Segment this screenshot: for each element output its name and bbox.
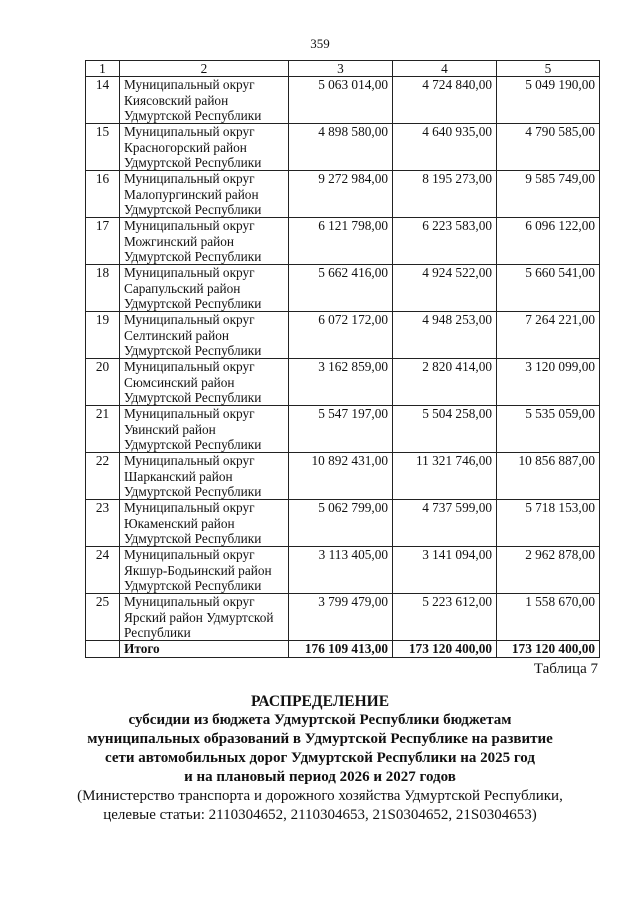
amount-2026: 5 223 612,00 <box>393 594 497 641</box>
column-header: 5 <box>497 61 600 77</box>
title-note-line: целевые статьи: 2110304652, 2110304653, 21S0304652, 21S0304653) <box>103 807 537 823</box>
amount-2025: 10 892 431,00 <box>289 453 393 500</box>
municipality-name: Муниципальный округ Ярский район Удмуртской Республики <box>120 594 289 641</box>
municipality-name: Муниципальный округ Увинский район Удмуртской Республики <box>120 406 289 453</box>
municipality-name: Муниципальный округ Шарканский район Удмуртской Республики <box>120 453 289 500</box>
table-row <box>86 77 600 124</box>
amount-2027: 3 120 099,00 <box>497 359 600 406</box>
row-number: 23 <box>86 500 120 547</box>
row-number: 22 <box>86 453 120 500</box>
amount-2027: 5 718 153,00 <box>497 500 600 547</box>
amount-2026: 4 640 935,00 <box>393 124 497 171</box>
row-number: 21 <box>86 406 120 453</box>
amount-2027: 5 660 541,00 <box>497 265 600 312</box>
title-block <box>40 692 600 825</box>
amount-2025: 3 799 479,00 <box>289 594 393 641</box>
row-number: 25 <box>86 594 120 641</box>
row-number: 17 <box>86 218 120 265</box>
page-number: 359 <box>310 36 330 51</box>
amount-2025: 3 162 859,00 <box>289 359 393 406</box>
municipality-name: Муниципальный округ Якшур-Бодьинский район Удмуртской Республики <box>120 547 289 594</box>
amount-2026: 2 820 414,00 <box>393 359 497 406</box>
column-number-header-row <box>86 61 600 77</box>
amount-2026: 5 504 258,00 <box>393 406 497 453</box>
amount-2027: 6 096 122,00 <box>497 218 600 265</box>
table-label: Таблица 7 <box>533 661 598 677</box>
subsidy-table <box>85 60 600 658</box>
table-row <box>86 594 600 641</box>
amount-2027: 5 535 059,00 <box>497 406 600 453</box>
total-row <box>86 641 600 658</box>
row-number: 15 <box>86 124 120 171</box>
amount-2027: 10 856 887,00 <box>497 453 600 500</box>
table-row <box>86 406 600 453</box>
table-row <box>86 453 600 500</box>
amount-2027: 2 962 878,00 <box>497 547 600 594</box>
column-header: 4 <box>393 61 497 77</box>
row-number: 18 <box>86 265 120 312</box>
amount-2026: 4 737 599,00 <box>393 500 497 547</box>
municipality-name: Муниципальный округ Сарапульский район Удмуртской Республики <box>120 265 289 312</box>
municipality-name: Муниципальный округ Селтинский район Удмуртской Республики <box>120 312 289 359</box>
table-row <box>86 218 600 265</box>
row-number: 24 <box>86 547 120 594</box>
title-sub-line: субсидии из бюджета Удмуртской Республики бюджетам <box>128 712 512 728</box>
amount-2027: 4 790 585,00 <box>497 124 600 171</box>
municipality-name: Муниципальный округ Малопургинский район Удмуртской Республики <box>120 171 289 218</box>
amount-2027: 7 264 221,00 <box>497 312 600 359</box>
amount-2027: 1 558 670,00 <box>497 594 600 641</box>
amount-2026: 3 141 094,00 <box>393 547 497 594</box>
amount-2026: 11 321 746,00 <box>393 453 497 500</box>
municipality-name: Муниципальный округ Сюмсинский район Удмуртской Республики <box>120 359 289 406</box>
municipality-name: Муниципальный округ Юкаменский район Удмуртской Республики <box>120 500 289 547</box>
amount-2025: 6 121 798,00 <box>289 218 393 265</box>
amount-2025: 5 063 014,00 <box>289 77 393 124</box>
amount-2026: 6 223 583,00 <box>393 218 497 265</box>
total-label: Итого <box>120 641 289 658</box>
column-header: 3 <box>289 61 393 77</box>
title-main: РАСПРЕДЕЛЕНИЕ <box>250 693 390 710</box>
table-row <box>86 124 600 171</box>
title-note-line: (Министерство транспорта и дорожного хозяйства Удмуртской Республики, <box>77 788 563 804</box>
amount-2026: 4 948 253,00 <box>393 312 497 359</box>
amount-2025: 9 272 984,00 <box>289 171 393 218</box>
amount-2027: 9 585 749,00 <box>497 171 600 218</box>
column-header: 2 <box>120 61 289 77</box>
table-row <box>86 359 600 406</box>
total-2027: 173 120 400,00 <box>497 641 600 658</box>
table-row <box>86 312 600 359</box>
amount-2025: 6 072 172,00 <box>289 312 393 359</box>
row-number: 14 <box>86 77 120 124</box>
total-empty-cell <box>86 641 120 658</box>
table-row <box>86 171 600 218</box>
title-sub-line: сети автомобильных дорог Удмуртской Республики на 2025 год <box>105 750 535 766</box>
amount-2025: 5 547 197,00 <box>289 406 393 453</box>
amount-2025: 5 662 416,00 <box>289 265 393 312</box>
amount-2025: 4 898 580,00 <box>289 124 393 171</box>
municipality-name: Муниципальный округ Можгинский район Удмуртской Республики <box>120 218 289 265</box>
row-number: 20 <box>86 359 120 406</box>
amount-2026: 8 195 273,00 <box>393 171 497 218</box>
amount-2025: 5 062 799,00 <box>289 500 393 547</box>
municipality-name: Муниципальный округ Киясовский район Удмуртской Республики <box>120 77 289 124</box>
title-sub-line: муниципальных образований в Удмуртской Республике на развитие <box>87 731 553 747</box>
amount-2025: 3 113 405,00 <box>289 547 393 594</box>
municipality-name: Муниципальный округ Красногорский район Удмуртской Республики <box>120 124 289 171</box>
row-number: 19 <box>86 312 120 359</box>
title-sub-line: и на плановый период 2026 и 2027 годов <box>184 769 456 785</box>
total-2026: 173 120 400,00 <box>393 641 497 658</box>
row-number: 16 <box>86 171 120 218</box>
table-row <box>86 265 600 312</box>
amount-2026: 4 924 522,00 <box>393 265 497 312</box>
amount-2027: 5 049 190,00 <box>497 77 600 124</box>
total-2025: 176 109 413,00 <box>289 641 393 658</box>
table-row <box>86 547 600 594</box>
amount-2026: 4 724 840,00 <box>393 77 497 124</box>
table-row <box>86 500 600 547</box>
column-header: 1 <box>86 61 120 77</box>
